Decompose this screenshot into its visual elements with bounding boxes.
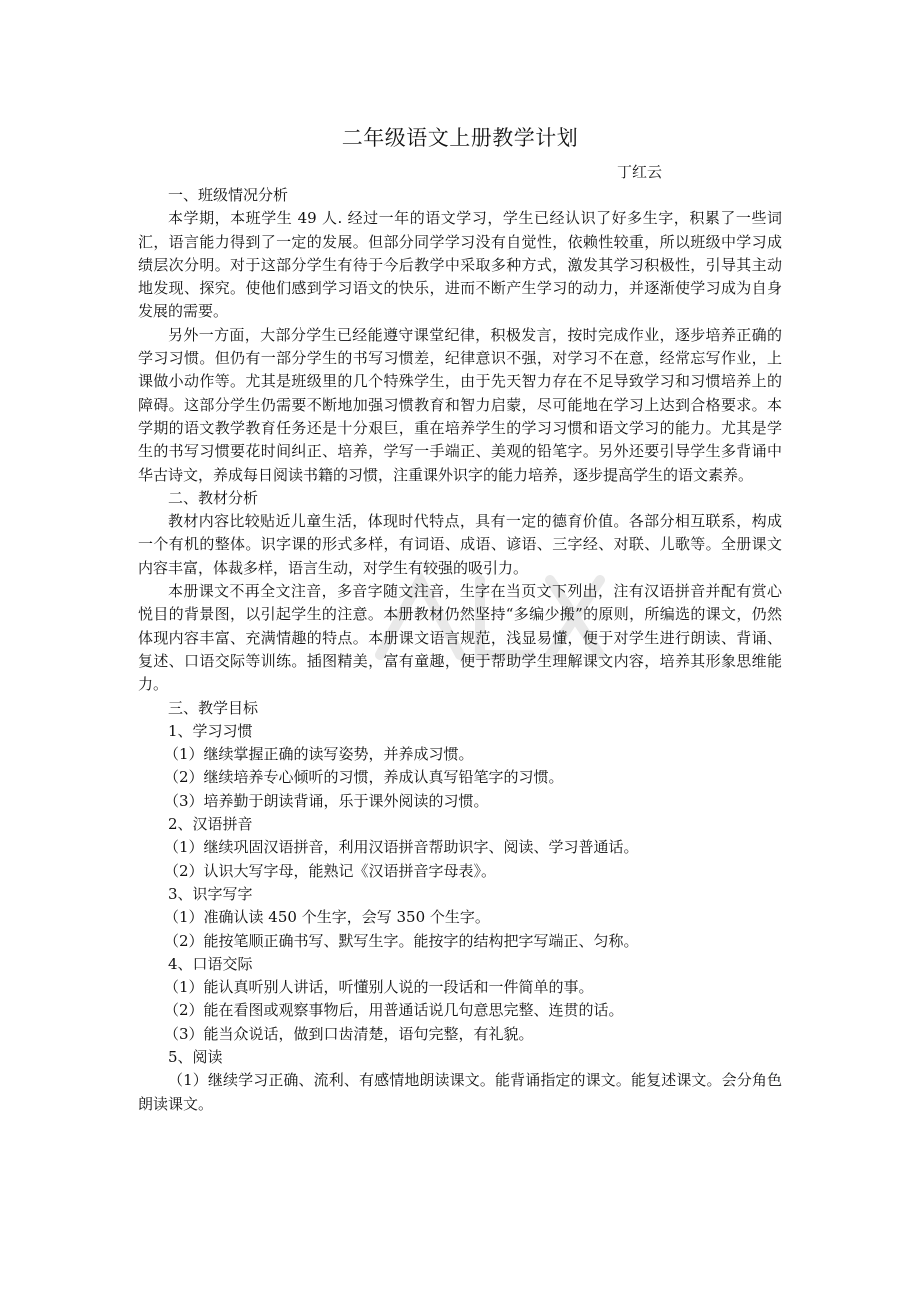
subsection-heading: 4、口语交际 bbox=[168, 954, 253, 973]
list-item: （2）能在看图或观察事物后，用普通话说几句意思完整、连贯的话。 bbox=[164, 1001, 624, 1020]
list-item: （2）认识大写字母，能熟记《汉语拼音字母表》。 bbox=[164, 861, 497, 880]
section-heading: 一、班级情况分析 bbox=[168, 186, 289, 204]
section-heading: 二、教材分析 bbox=[168, 488, 259, 507]
list-item: （1）继续巩固汉语拼音，利用汉语拼音帮助识字、阅读、学习普通话。 bbox=[164, 838, 639, 857]
list-item: （1）继续掌握正确的读写姿势，并养成习惯。 bbox=[164, 745, 474, 764]
list-item: （3）培养勤于朗读背诵，乐于课外阅读的习惯。 bbox=[164, 791, 489, 810]
paragraph: 本册课文不再全文注音，多音字随文注音，生字在当页文下列出，注有汉语拼音并配有赏心悦目的背景图，以引起学生的注意。本册教材仍然坚持“多编少搬”的原则，所编选的课文，仍然体现内容丰富、充满情趣的特点。本册课文语言规范，浅显易懂，便于对学生进行朗读、背诵、复述、口语交际等训练。插图精美，富有童趣，便于帮助学生理解课文内容，培养其形象思维能力。 bbox=[138, 582, 782, 694]
list-item: （3）能当众说话，做到口齿清楚，语句完整，有礼貌。 bbox=[164, 1024, 534, 1043]
paragraph: 本学期，本班学生 49 人. 经过一年的语文学习，学生已经认识了好多生字，积累了一些词汇，语言能力得到了一定的发展。但部分同学学习没有自觉性，依赖性较重，所以班级中学习成绩层次分明。对于这部分学生有待于今后教学中采取多种方式，激发其学习积极性，引导其主动地发现、探究。使他们感到学习语文的快乐，进而不断产生学习的动力，并逐渐使学习成为自身发展的需要。 bbox=[138, 209, 782, 321]
document-title: 二年级语文上册教学计划 bbox=[341, 126, 579, 150]
subsection-heading: 1、学习习惯 bbox=[168, 721, 253, 740]
subsection-heading: 5、阅读 bbox=[168, 1047, 223, 1066]
list-item: （2）能按笔顺正确书写、默写生字。能按字的结构把字写端正、匀称。 bbox=[164, 931, 639, 950]
list-item: （1）能认真听别人讲话，听懂别人说的一段话和一件简单的事。 bbox=[164, 978, 594, 997]
paragraph: 教材内容比较贴近儿童生活，体现时代特点，具有一定的德育价值。各部分相互联系，构成一个有机的整体。识字课的形式多样，有词语、成语、谚语、三字经、对联、儿歌等。全册课文内容丰富，体裁多样，语言生动，对学生有较强的吸引力。 bbox=[138, 512, 782, 577]
paragraph: 另外一方面，大部分学生已经能遵守课堂纪律，积极发言，按时完成作业，逐步培养正确的学习习惯。但仍有一部分学生的书写习惯差，纪律意识不强，对学习不在意，经常忘写作业，上课做小动作等。尤其是班级里的几个特殊学生，由于先天智力存在不足导致学习和习惯培养上的障碍。这部分学生仍需要不断地加强习惯教育和智力启蒙，尽可能地在学习上达到合格要求。本学期的语文教学教育任务还是十分艰巨，重在培养学生的学习习惯和语文学习的能力。尤其是学生的书写习惯要花时间纠正、培养，学写一手端正、美观的铅笔字。另外还要引导学生多背诵中华古诗文，养成每日阅读书籍的习惯，注重课外识字的能力培养，逐步提高学生的语文素养。 bbox=[138, 325, 782, 484]
subsection-heading: 3、识字写字 bbox=[168, 884, 253, 903]
list-item: （1）准确认读 450 个生字，会写 350 个生字。 bbox=[164, 908, 490, 927]
document-body bbox=[138, 184, 782, 1116]
subsection-heading: 2、汉语拼音 bbox=[168, 815, 253, 834]
list-item: （1）继续学习正确、流利、有感情地朗读课文。能背诵指定的课文。能复述课文。会分角色朗读课文。 bbox=[138, 1071, 782, 1113]
section-heading: 三、教学目标 bbox=[168, 698, 259, 717]
list-item: （2）继续培养专心倾听的习惯，养成认真写铅笔字的习惯。 bbox=[164, 768, 564, 787]
document-author: 丁红云 bbox=[616, 163, 662, 181]
